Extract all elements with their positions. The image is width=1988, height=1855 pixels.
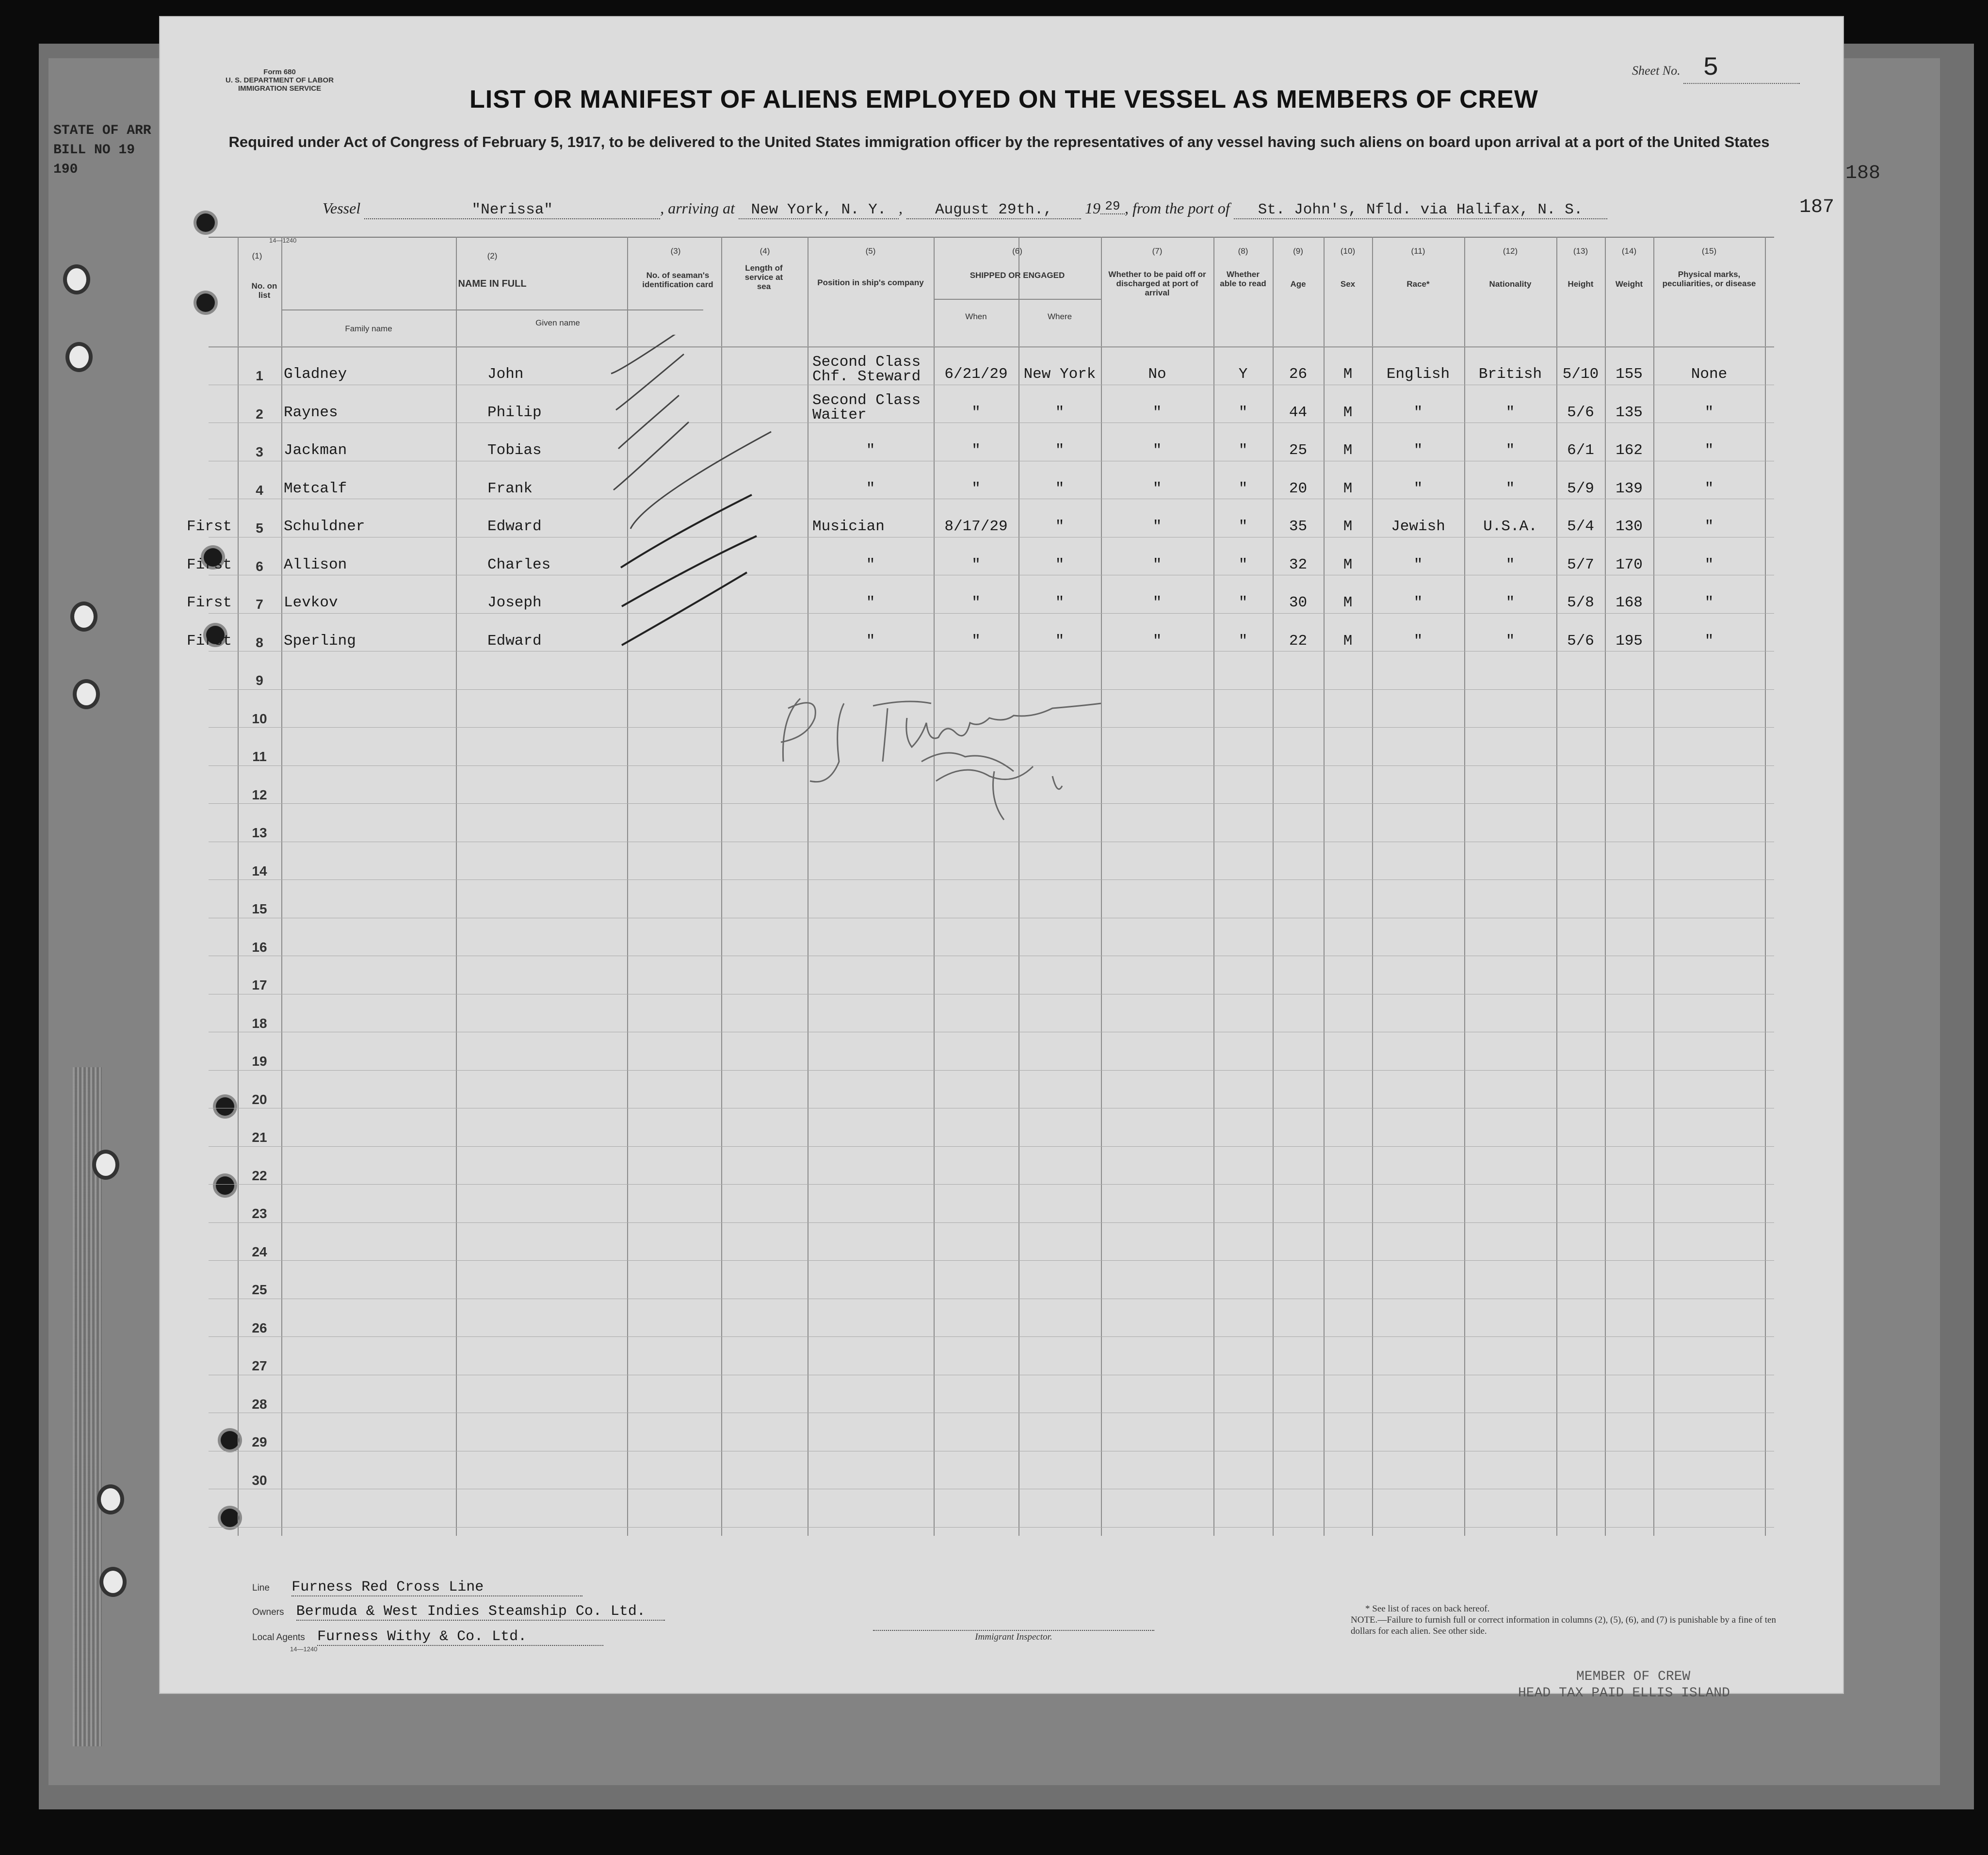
- cell-position: ": [866, 480, 875, 497]
- cell-weight: 155: [1616, 366, 1643, 383]
- cell-height: 6/1: [1567, 442, 1594, 459]
- arrival-date: August 29th.,: [906, 201, 1081, 219]
- cell-position-line2: Chf. Steward: [812, 368, 921, 385]
- cell-age: 26: [1289, 366, 1308, 383]
- col-8-label: Whether able to read: [1220, 270, 1266, 288]
- col-10-number: (10): [1340, 246, 1356, 256]
- form-subtitle: Required under Act of Congress of February 5, 1917, to be delivered to the United States immigration officer by the representatives of any vessel having such aliens on board upon arrival at a port of the United States: [228, 133, 1770, 150]
- cell-given: Philip: [487, 404, 542, 421]
- from-port: St. John's, Nfld. via Halifax, N. S.: [1234, 201, 1607, 219]
- col-6-label: SHIPPED OR ENGAGED: [970, 271, 1065, 280]
- column-rule: [1653, 237, 1654, 1536]
- cell-weight: 139: [1616, 480, 1643, 497]
- col-8-number: (8): [1238, 246, 1248, 256]
- cell-age: 35: [1289, 518, 1308, 535]
- cell-race: ": [1413, 480, 1423, 497]
- when-header: When: [965, 312, 987, 321]
- row-number: 8: [256, 635, 263, 650]
- cell-family: Sperling: [284, 632, 356, 650]
- column-rule: [1324, 237, 1325, 1536]
- cell-family: Metcalf: [284, 480, 347, 497]
- col-9-label: Age: [1290, 279, 1306, 289]
- cell-read: ": [1238, 480, 1248, 497]
- row-number: 23: [252, 1206, 267, 1221]
- column-rule: [281, 237, 282, 1536]
- form-number-block: [226, 68, 334, 93]
- row-number: 16: [252, 939, 267, 955]
- right-margin-number: 188: [1845, 163, 1881, 184]
- punch-hole: [73, 679, 100, 709]
- row-number: 9: [256, 673, 263, 688]
- cell-read: ": [1238, 556, 1248, 573]
- column-rule: [1273, 237, 1274, 1536]
- cell-race: ": [1413, 632, 1423, 650]
- cell-race: ": [1413, 404, 1423, 421]
- sheet-number-label: Sheet No.: [1632, 64, 1681, 78]
- cell-marks: ": [1704, 594, 1714, 611]
- owners-label: Owners: [252, 1607, 284, 1617]
- cell-weight: 135: [1616, 404, 1643, 421]
- cell-race: English: [1386, 366, 1450, 383]
- column-rule: [1765, 237, 1766, 1536]
- row-number: 25: [252, 1282, 267, 1297]
- cell-family: Jackman: [284, 442, 347, 459]
- cell-where: ": [1055, 480, 1065, 497]
- cell-marks: ": [1704, 518, 1714, 535]
- cell-where: ": [1055, 594, 1065, 611]
- row-number: 28: [252, 1396, 267, 1412]
- owners-value: Bermuda & West Indies Steamship Co. Ltd.: [296, 1603, 665, 1621]
- cell-paid: ": [1152, 442, 1162, 459]
- row-margin-note: First: [187, 632, 232, 650]
- row-rule: [209, 1527, 1774, 1528]
- cell-nationality: ": [1505, 442, 1515, 459]
- cell-where: New York: [1023, 366, 1096, 383]
- cell-paid: ": [1152, 594, 1162, 611]
- row-margin-note: First: [187, 518, 232, 535]
- col-3-label: No. of seaman's identification card: [642, 271, 713, 289]
- cell-weight: 195: [1616, 632, 1643, 650]
- col-6-number: (6): [1012, 246, 1022, 256]
- cell-given: Edward: [487, 518, 542, 535]
- department-name: U. S. DEPARTMENT OF LABOR: [226, 76, 334, 84]
- cell-race: Jewish: [1391, 518, 1445, 535]
- cell-given: Joseph: [487, 594, 542, 611]
- col-9-number: (9): [1293, 246, 1303, 256]
- cell-family: Allison: [284, 556, 347, 573]
- col-12-number: (12): [1503, 246, 1518, 256]
- row-number: 11: [252, 749, 267, 764]
- cell-marks: ": [1704, 404, 1714, 421]
- row-number: 26: [252, 1320, 267, 1335]
- col-11-number: (11): [1411, 246, 1425, 256]
- cell-marks: ": [1704, 480, 1714, 497]
- cell-when: ": [971, 632, 981, 650]
- col-6-divider: [934, 299, 1101, 300]
- cell-position: Second Class: [812, 391, 921, 409]
- cell-sex: M: [1343, 518, 1353, 535]
- cell-age: 25: [1289, 442, 1308, 459]
- cell-when: ": [971, 480, 981, 497]
- cell-read: ": [1238, 518, 1248, 535]
- cell-when: ": [971, 556, 981, 573]
- cell-age: 44: [1289, 404, 1308, 421]
- sheet-number-field: [1632, 53, 1800, 84]
- cell-weight: 162: [1616, 442, 1643, 459]
- punch-hole: [97, 1484, 124, 1514]
- cell-where: ": [1055, 518, 1065, 535]
- cell-when: ": [971, 442, 981, 459]
- cell-read: ": [1238, 442, 1248, 459]
- given-name-header: Given name: [535, 318, 580, 327]
- cell-given: Charles: [487, 556, 551, 573]
- row-number: 29: [252, 1434, 267, 1449]
- arriving-label: , arriving at: [660, 199, 735, 217]
- crew-table: [209, 237, 1774, 1536]
- cell-given: Frank: [487, 480, 533, 497]
- cell-height: 5/8: [1567, 594, 1594, 611]
- cell-height: 5/7: [1567, 556, 1594, 573]
- column-rule: [456, 237, 457, 1536]
- col-4-number: (4): [760, 246, 770, 256]
- immigrant-inspector-line: Immigrant Inspector.: [873, 1630, 1154, 1643]
- row-rule: [209, 879, 1774, 880]
- col-14-label: Weight: [1615, 279, 1643, 289]
- line-value: Furness Red Cross Line: [291, 1579, 582, 1596]
- punch-hole: [70, 602, 97, 632]
- row-number: 17: [252, 977, 267, 993]
- cell-nationality: ": [1505, 594, 1515, 611]
- year-suffix: 29: [1100, 199, 1125, 214]
- cell-height: 5/4: [1567, 518, 1594, 535]
- cell-family: Schuldner: [284, 518, 365, 535]
- col-5-number: (5): [865, 246, 876, 256]
- cell-race: ": [1413, 594, 1423, 611]
- row-number: 3: [256, 444, 263, 459]
- column-rule: [1556, 237, 1557, 1536]
- col-4-label: Length of service at sea: [744, 263, 783, 291]
- cell-sex: M: [1343, 480, 1353, 497]
- cell-nationality: ": [1505, 480, 1515, 497]
- cell-sex: M: [1343, 404, 1353, 421]
- inspector-signature: [761, 689, 1120, 825]
- cell-sex: M: [1343, 366, 1353, 383]
- cell-sex: M: [1343, 632, 1353, 650]
- cell-family: Gladney: [284, 366, 347, 383]
- right-margin-number: 187: [1799, 196, 1835, 218]
- cell-age: 32: [1289, 556, 1308, 573]
- col-2-divider: [281, 309, 703, 310]
- cell-given: Tobias: [487, 442, 542, 459]
- cell-read: ": [1238, 632, 1248, 650]
- col-7-number: (7): [1152, 246, 1163, 256]
- cell-sex: M: [1343, 442, 1353, 459]
- cell-nationality: ": [1505, 632, 1515, 650]
- cell-weight: 168: [1616, 594, 1643, 611]
- cell-paid: ": [1152, 556, 1162, 573]
- print-code-header: 14—1240: [269, 237, 297, 244]
- where-header: Where: [1047, 312, 1072, 321]
- cell-where: ": [1055, 442, 1065, 459]
- punch-hole: [99, 1567, 127, 1597]
- cell-paid: ": [1152, 518, 1162, 535]
- row-margin-note: First: [187, 594, 232, 611]
- from-port-label: , from the port of: [1124, 199, 1230, 217]
- row-rule: [209, 1184, 1774, 1185]
- cell-position: ": [866, 632, 875, 650]
- row-rule: [209, 613, 1774, 614]
- cell-height: 5/9: [1567, 480, 1594, 497]
- col-14-number: (14): [1621, 246, 1637, 256]
- row-rule: [209, 1260, 1774, 1261]
- row-number: 1: [256, 368, 263, 383]
- cell-family: Levkov: [284, 594, 338, 611]
- cell-given: John: [487, 366, 524, 383]
- column-rule: [934, 237, 935, 1536]
- col-5-label: Position in ship's company: [817, 278, 924, 287]
- cell-position: Second Class: [812, 354, 921, 371]
- line-field: [252, 1579, 582, 1596]
- local-agents-field: [252, 1628, 603, 1646]
- row-rule: [209, 1336, 1774, 1337]
- cell-height: 5/6: [1567, 404, 1594, 421]
- cell-paid: ": [1152, 404, 1162, 421]
- footer-notes: [1351, 1603, 1802, 1637]
- cell-when: ": [971, 404, 981, 421]
- left-margin-stamp: [53, 121, 151, 179]
- col-12-label: Nationality: [1489, 279, 1532, 289]
- cell-position: ": [866, 556, 875, 573]
- table-top-rule: [209, 237, 1774, 238]
- cell-read: ": [1238, 404, 1248, 421]
- cell-weight: 170: [1616, 556, 1643, 573]
- row-margin-note: First: [187, 556, 232, 573]
- cell-position: ": [866, 442, 875, 459]
- cell-where: ": [1055, 556, 1065, 573]
- cell-paid: ": [1152, 632, 1162, 650]
- cell-paid: No: [1148, 366, 1166, 383]
- cell-sex: M: [1343, 594, 1353, 611]
- row-number: 22: [252, 1168, 267, 1183]
- year-prefix: 19: [1084, 199, 1100, 217]
- stamp-line: BILL NO 19: [53, 143, 135, 158]
- handwritten-check-marks: [601, 335, 795, 665]
- cell-when: 8/17/29: [944, 518, 1008, 535]
- row-number: 21: [252, 1130, 267, 1145]
- cell-read: Y: [1238, 366, 1248, 383]
- cell-nationality: British: [1478, 366, 1542, 383]
- row-number: 20: [252, 1091, 267, 1107]
- row-number: 15: [252, 901, 267, 916]
- row-number: 24: [252, 1244, 267, 1259]
- cell-when: ": [971, 594, 981, 611]
- row-number: 5: [256, 521, 263, 536]
- col-3-number: (3): [670, 246, 681, 256]
- races-note: * See list of races on back hereof.: [1365, 1604, 1490, 1614]
- col-2-number: (2): [487, 251, 498, 260]
- punch-hole: [65, 342, 93, 372]
- punch-hole: [196, 213, 215, 232]
- col-13-number: (13): [1573, 246, 1588, 256]
- owners-field: [252, 1603, 665, 1621]
- vessel-label: Vessel: [323, 199, 361, 217]
- row-number: 27: [252, 1358, 267, 1373]
- sheet-number-value: 5: [1683, 53, 1800, 84]
- cell-where: ": [1055, 632, 1065, 650]
- column-rule: [1605, 237, 1606, 1536]
- arriving-port: New York, N. Y.: [739, 201, 899, 219]
- stamp-line: MEMBER OF CREW: [1576, 1669, 1691, 1684]
- line-label: Line: [252, 1583, 270, 1593]
- row-number: 14: [252, 863, 267, 879]
- cell-sex: M: [1343, 556, 1353, 573]
- row-number: 12: [252, 787, 267, 802]
- cell-race: ": [1413, 442, 1423, 459]
- form-title: LIST OR MANIFEST OF ALIENS EMPLOYED ON THE VESSEL AS MEMBERS OF CREW: [469, 85, 1538, 114]
- row-number: 6: [256, 558, 263, 574]
- row-number: 2: [256, 406, 263, 422]
- cell-when: 6/21/29: [944, 366, 1008, 383]
- cell-nationality: ": [1505, 556, 1515, 573]
- column-rule: [1101, 237, 1102, 1536]
- cell-age: 22: [1289, 632, 1308, 650]
- stamp-line: HEAD TAX PAID ELLIS ISLAND: [1518, 1686, 1730, 1701]
- cell-marks: ": [1704, 632, 1714, 650]
- cell-race: ": [1413, 556, 1423, 573]
- col-13-label: Height: [1568, 279, 1594, 289]
- print-code: 14—1240: [290, 1645, 318, 1653]
- cell-where: ": [1055, 404, 1065, 421]
- cell-nationality: U.S.A.: [1483, 518, 1537, 535]
- cell-marks: ": [1704, 442, 1714, 459]
- family-name-header: Family name: [345, 324, 392, 333]
- row-rule: [209, 1146, 1774, 1147]
- column-rule: [1018, 237, 1019, 1536]
- cell-nationality: ": [1505, 404, 1515, 421]
- row-number: 10: [252, 711, 267, 726]
- column-rule: [1213, 237, 1214, 1536]
- column-rule: [238, 237, 239, 1536]
- col-10-label: Sex: [1340, 279, 1356, 289]
- row-rule: [209, 346, 1774, 347]
- stamp-line: 190: [53, 162, 78, 177]
- cell-age: 30: [1289, 594, 1308, 611]
- punch-hole: [92, 1150, 119, 1180]
- agents-label: Local Agents: [252, 1632, 305, 1643]
- cell-height: 5/6: [1567, 632, 1594, 650]
- punch-hole: [63, 264, 90, 294]
- row-rule: [209, 1222, 1774, 1223]
- cell-age: 20: [1289, 480, 1308, 497]
- vessel-name: "Nerissa": [364, 201, 660, 219]
- cell-read: ": [1238, 594, 1248, 611]
- row-number: 30: [252, 1472, 267, 1488]
- form-number: Form 680: [263, 68, 296, 76]
- stamp-line: STATE OF ARR: [53, 123, 151, 138]
- cell-weight: 130: [1616, 518, 1643, 535]
- col-15-number: (15): [1701, 246, 1717, 256]
- penalty-note: NOTE.—Failure to furnish full or correct information in columns (2), (5), (6), and (7) is punishable by a fine of ten dollars for each alien. See other side.: [1351, 1615, 1776, 1636]
- col-1-number: (1): [252, 251, 262, 260]
- row-number: 7: [256, 597, 263, 612]
- col-7-label: Whether to be paid off or discharged at port of arrival: [1108, 270, 1206, 297]
- col-11-label: Race*: [1406, 279, 1430, 289]
- row-number: 13: [252, 825, 267, 840]
- column-rule: [1372, 237, 1373, 1536]
- cell-position-line2: Waiter: [812, 406, 867, 423]
- agents-value: Furness Withy & Co. Ltd.: [317, 1628, 603, 1646]
- col-15-label: Physical marks, peculiarities, or disease: [1662, 270, 1756, 288]
- cell-height: 5/10: [1562, 366, 1599, 383]
- cell-given: Edward: [487, 632, 542, 650]
- cell-marks: ": [1704, 556, 1714, 573]
- cell-position: Musician: [812, 518, 885, 535]
- col-2-label: NAME IN FULL: [458, 278, 527, 289]
- cell-position: ": [866, 594, 875, 611]
- bottom-stamp: [1518, 1669, 1730, 1702]
- row-number: 18: [252, 1015, 267, 1031]
- cell-marks: None: [1691, 366, 1728, 383]
- column-rule: [1464, 237, 1465, 1536]
- cell-family: Raynes: [284, 404, 338, 421]
- vessel-line: Vessel "Nerissa" , arriving at New York, N. Y. , August 29th., 19 29 , from the port of St. John's, Nfld. via Halifax, N. S.: [323, 199, 1836, 219]
- row-number: 19: [252, 1054, 267, 1069]
- row-rule: [209, 1070, 1774, 1071]
- col-1-label: No. on list: [251, 281, 277, 300]
- service-name: IMMIGRATION SERVICE: [238, 84, 322, 93]
- cell-paid: ": [1152, 480, 1162, 497]
- row-number: 4: [256, 482, 263, 498]
